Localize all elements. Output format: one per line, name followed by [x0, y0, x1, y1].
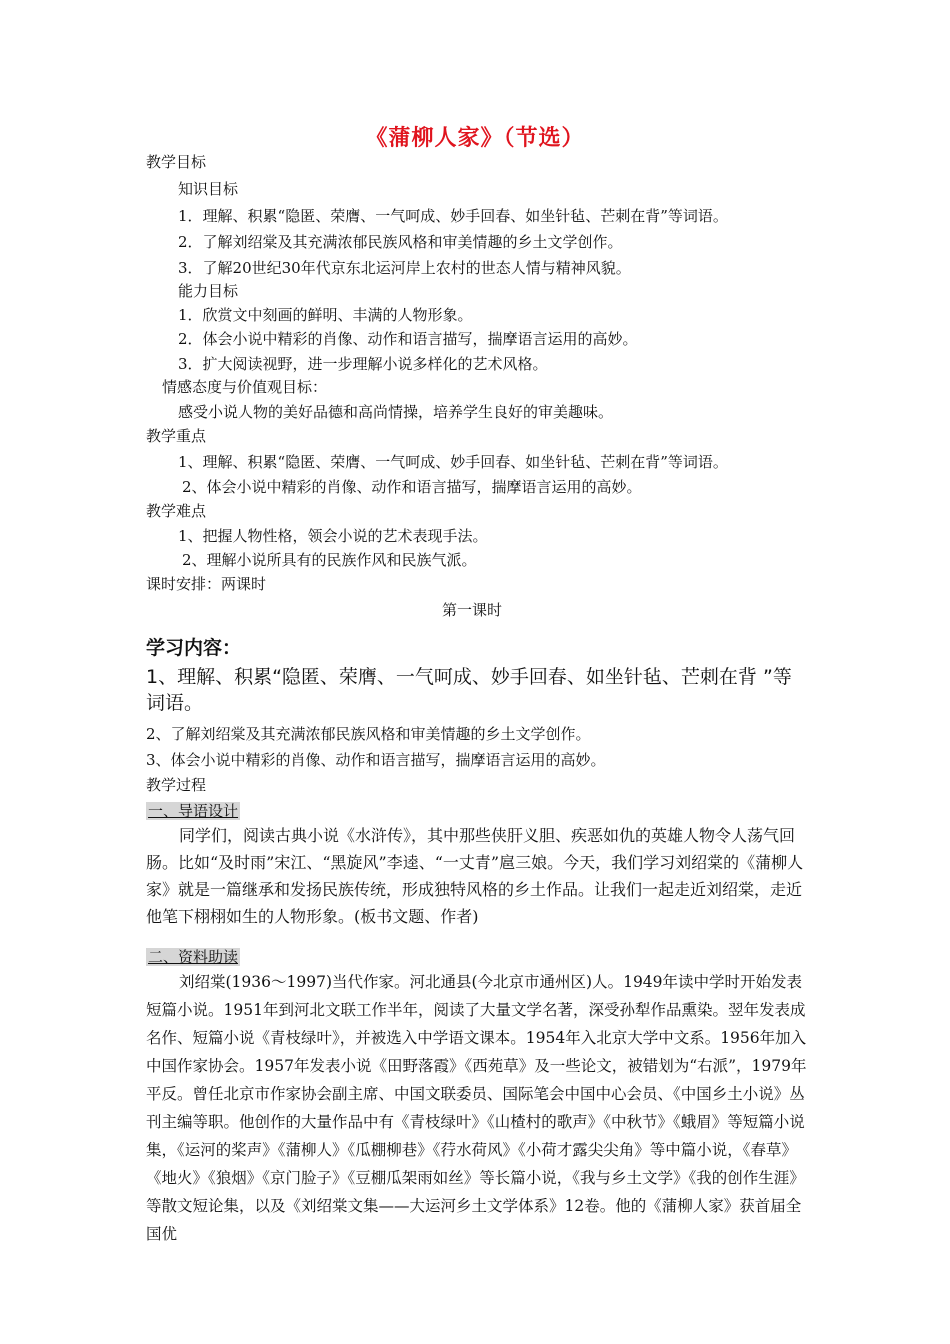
section-intro-heading: 一、导语设计 — [148, 802, 239, 820]
learning-item-3: 3、体会小说中精彩的肖像、动作和语言描写，揣摩语言运用的高妙。 — [146, 751, 606, 769]
difficulty-item-2: 2、理解小说所具有的民族作风和民族气派。 — [182, 551, 477, 569]
knowledge-item-2: 2．了解刘绍棠及其充满浓郁民族风格和审美情趣的乡土文学创作。 — [178, 233, 623, 251]
heading-objectives: 教学目标 — [146, 153, 207, 171]
knowledge-item-3: 3．了解20世纪30年代京东北运河岸上农村的世态人情与精神风貌。 — [178, 259, 631, 277]
heading-keypoints: 教学重点 — [146, 427, 207, 445]
bio-paragraph: 刘绍棠(1936～1997)当代作家。河北通县(今北京市通州区)人。1949年读中学时开始发表短篇小说。1951年到河北文联工作半年，阅读了大量文学名著，深受孙犁作品熏染。翌年发表成名作、短篇小说《青枝绿叶》，并被选入中学语文课本。1954年入北京大学中文系。1956年加入中国作家协会。1957年发表小说《田野落霞》《西苑草》及一些论文，被错划为“右派”，1979年平反。曾任北京市作家协会副主席、中国文联委员、国际笔会中国中心会员、《中国乡土小说》丛刊主编等职。他创作的大量作品中有《青枝绿叶》《山楂村的歌声》《中秋节》《蛾眉》等短篇小说集，《运河的桨声》《蒲柳人》《瓜棚柳巷》《荇水荷风》《小荷才露尖尖角》等中篇小说，《春草》《地火》《狼烟》《京门脸子》《豆棚瓜架雨如丝》等长篇小说，《我与乡土文学》《我的创作生涯》等散文短论集，以及《刘绍棠文集——大运河乡土文学体系》12卷。他的《蒲柳人家》获首届全国优 — [146, 973, 807, 1243]
document-title: 《蒲柳人家》（节选） — [365, 125, 585, 151]
difficulty-item-1: 1、把握人物性格，领会小说的艺术表现手法。 — [178, 527, 488, 545]
ability-item-3: 3．扩大阅读视野，进一步理解小说多样化的艺术风格。 — [178, 355, 548, 373]
emotion-item: 感受小说人物的美好品德和高尚情操，培养学生良好的审美趣味。 — [178, 403, 614, 421]
learning-item-1-cont: 词语。 — [146, 692, 204, 714]
subheading-emotion: 情感态度与价值观目标： — [162, 378, 328, 396]
subheading-ability: 能力目标 — [178, 282, 239, 300]
section-material-wrap — [146, 947, 240, 967]
heading-difficulties: 教学难点 — [146, 502, 207, 520]
section-material-heading: 二、资料助读 — [148, 948, 239, 966]
subheading-knowledge: 知识目标 — [178, 180, 239, 198]
ability-item-1: 1．欣赏文中刻画的鲜明、丰满的人物形象。 — [178, 306, 473, 324]
keypoint-item-2: 2、体会小说中精彩的肖像、动作和语言描写，揣摩语言运用的高妙。 — [182, 478, 642, 496]
ability-item-2: 2．体会小说中精彩的肖像、动作和语言描写，揣摩语言运用的高妙。 — [178, 330, 638, 348]
intro-paragraph: 同学们，阅读古典小说《水浒传》，其中那些侠肝义胆、疾恶如仇的英雄人物令人荡气回肠。比如“及时雨”宋江、“黑旋风”李逵、“一丈青”扈三娘。今天，我们学习刘绍棠的《蒲柳人家》就是一篇继承和发扬民族传统，形成独特风格的乡土作品。让我们一起走近刘绍棠，走近他笔下栩栩如生的人物形象。(板书文题、作者) — [146, 826, 804, 926]
keypoint-item-1: 1、理解、积累“隐匿、荣膺、一气呵成、妙手回春、如坐针毡、芒刺在背”等词语。 — [178, 453, 728, 471]
knowledge-item-1: 1．理解、积累“隐匿、荣膺、一气呵成、妙手回春、如坐针毡、芒刺在背”等词语。 — [178, 207, 728, 225]
first-lesson-heading: 第一课时 — [442, 601, 503, 619]
schedule: 课时安排：两课时 — [146, 575, 267, 593]
learning-item-2: 2、了解刘绍棠及其充满浓郁民族风格和审美情趣的乡土文学创作。 — [146, 725, 591, 743]
learning-item-1: 1、理解、积累“隐匿、荣膺、一气呵成、妙手回春、如坐针毡、芒刺在背 ”等 — [146, 666, 792, 688]
heading-process: 教学过程 — [146, 776, 207, 794]
section-intro-wrap — [146, 801, 240, 821]
learning-content-heading: 学习内容： — [146, 637, 242, 659]
